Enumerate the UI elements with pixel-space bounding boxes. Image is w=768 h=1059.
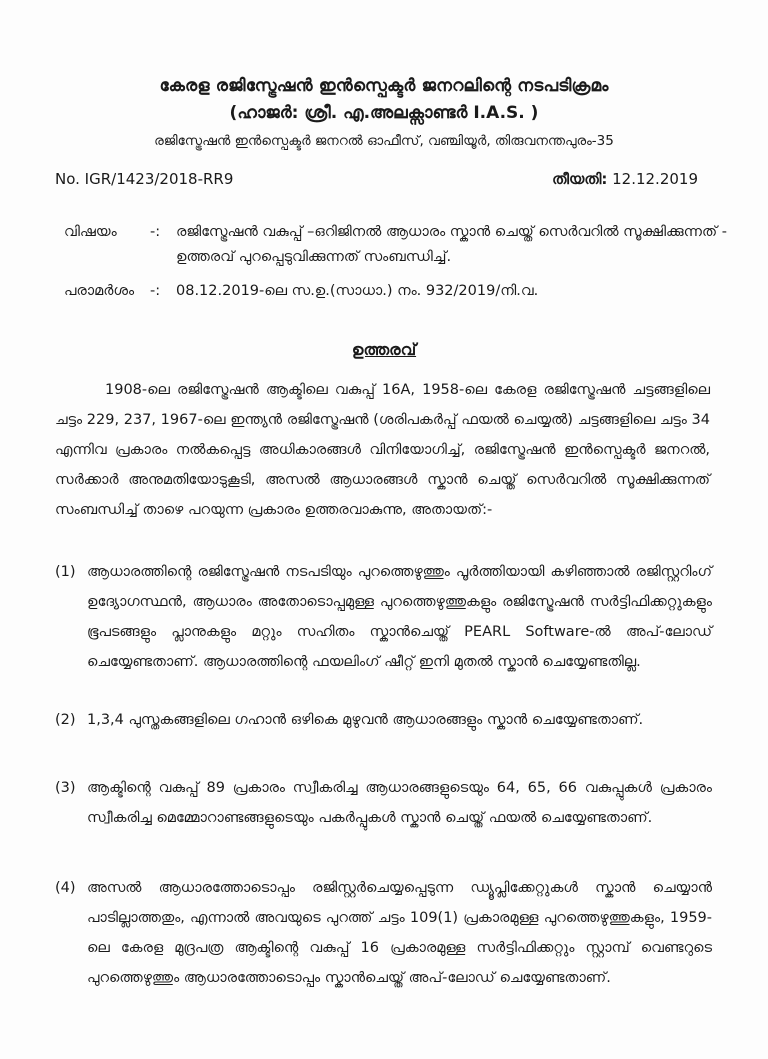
order-heading: ഉത്തരവ് <box>351 340 417 359</box>
clause-text: 1,3,4 പുസ്തകങ്ങളിലെ ഗഹാൻ ഒഴികെ മുഴുവൻ ആധാരങ്ങളും സ്കാൻ ചെയ്യേണ്ടതാണ്. <box>87 712 644 728</box>
reference-colon: -: <box>150 283 161 299</box>
clause-text: ആക്ടിന്റെ വകുപ്പ് 89 പ്രകാരം സ്വീകരിച്ച ആധാരങ്ങളുടെയും 64, 65, 66 വകുപ്പുകൾ പ്രകാരം സ്വീകരിച്ച മെമ്മോറാണ്ടങ്ങളുടെയും പകർപ്പുകൾ സ്കാൻ ചെയ്ത് ഫയൽ ചെയ്യേണ്ടതാണ്. <box>87 780 712 826</box>
clause-text: ആധാരത്തിന്റെ രജിസ്ട്രേഷൻ നടപടിയും പുറത്തെഴുത്തും പൂർത്തിയായി കഴിഞ്ഞാൽ രജിസ്റ്ററിംഗ് ഉദ്യോഗസ്ഥൻ, ആധാരം അതോടൊപ്പമുള്ള പുറത്തെഴുത്തുകളും രജിസ്ട്രേഷൻ സർട്ടിഫിക്കറ്റുകളും ഭൂപടങ്ങളും പ്ലാനുകളും മറ്റും സഹിതം സ്കാൻചെയ്ത് PEARL Software-ൽ അപ്-ലോഡ് ചെയ്യേണ്ടതാണ്. ആധാരത്തിന്റെ ഫയലിംഗ് ഷീറ്റ് ഇനി മുതൽ സ്കാൻ ചെയ്യേണ്ടതില്ല. <box>87 564 712 670</box>
subject-colon: -: <box>150 224 161 240</box>
reference-block <box>64 279 724 305</box>
clause-number: (3) <box>55 780 76 796</box>
presiding-officer: (ഹാജർ: ശ്രീ. എ.അലക്സാണ്ടർ I.A.S. ) <box>229 103 539 123</box>
subject-label: വിഷയം <box>64 224 117 240</box>
subject-block <box>64 220 727 272</box>
clause-number: (2) <box>55 712 76 728</box>
order-date <box>552 170 698 188</box>
date-value: 12.12.2019 <box>612 170 698 188</box>
preamble-paragraph: 1908-ലെ രജിസ്ട്രേഷൻ ആക്ടിലെ വകുപ്പ് 16A, 1958-ലെ കേരള രജിസ്ട്രേഷൻ ചട്ടങ്ങളിലെ ചട്ടം 229, 237, 1967-ലെ ഇന്ത്യൻ രജിസ്ട്രേഷൻ (ശരിപകർപ്പ് ഫയൽ ചെയ്യൽ) ചട്ടങ്ങളിലെ ചട്ടം 34 എന്നിവ പ്രകാരം നൽകപ്പെട്ട അധികാരങ്ങൾ വിനിയോഗിച്ച്, രജിസ്ട്രേഷൻ ഇൻസ്പെക്ടർ ജനറൽ, സർക്കാർ അനുമതിയോടുകൂടി, അസൽ ആധാരങ്ങൾ സ്കാൻ ചെയ്ത് സെർവറിൽ സൂക്ഷിക്കുന്നത് സംബന്ധിച്ച് താഴെ പറയുന്ന പ്രകാരം ഉത്തരവാകുന്നു, അതായത്:- <box>55 382 710 518</box>
date-label: തീയതി: <box>552 170 608 188</box>
subject-text: രജിസ്ട്രേഷൻ വകുപ്പ് –ഒറിജിനൽ ആധാരം സ്കാൻ ചെയ്ത് സെർവറിൽ സൂക്ഷിക്കുന്നത് - ഉത്തരവ് പുറപ്പെടുവിക്കുന്നത് സംബന്ധിച്ച്. <box>176 224 727 265</box>
reference-text: 08.12.2019-ലെ സ.ഉ.(സാധാ.) നം. 932/2019/നി.വ. <box>176 283 539 299</box>
clause-number: (1) <box>55 564 76 580</box>
reference-label: പരാമർശം <box>64 283 135 299</box>
office-address: രജിസ്ട്രേഷൻ ഇൻസ്പെക്ടർ ജനറൽ ഓഫീസ്, വഞ്ചിയൂർ, തിരുവനന്തപുരം-35 <box>154 133 614 149</box>
clause-number: (4) <box>55 880 76 896</box>
clause-text: അസൽ ആധാരത്തോടൊപ്പം രജിസ്റ്റർചെയ്യപ്പെടുന്ന ഡ്യൂപ്ലിക്കേറ്റുകൾ സ്കാൻ ചെയ്യാൻ പാടില്ലാത്തതും, എന്നാൽ അവയുടെ പുറത്ത് ചട്ടം 109(1) പ്രകാരമുള്ള പുറത്തെഴുത്തുകളും, 1959-ലെ കേരള മുദ്രപത്ര ആക്ടിന്റെ വകുപ്പ് 16 പ്രകാരമുള്ള സർട്ടിഫിക്കറ്റും സ്റ്റാമ്പ് വെണ്ടറുടെ പുറത്തെഴുത്തും ആധാരത്തോടൊപ്പം സ്കാൻചെയ്ത് അപ്-ലോഡ് ചെയ്യേണ്ടതാണ്. <box>87 880 712 986</box>
order-number: No. IGR/1423/2018-RR9 <box>55 170 234 188</box>
document-title: കേരള രജിസ്ട്രേഷൻ ഇൻസ്പെക്ടർ ജനറലിന്റെ നടപടിക്രമം <box>159 76 609 96</box>
